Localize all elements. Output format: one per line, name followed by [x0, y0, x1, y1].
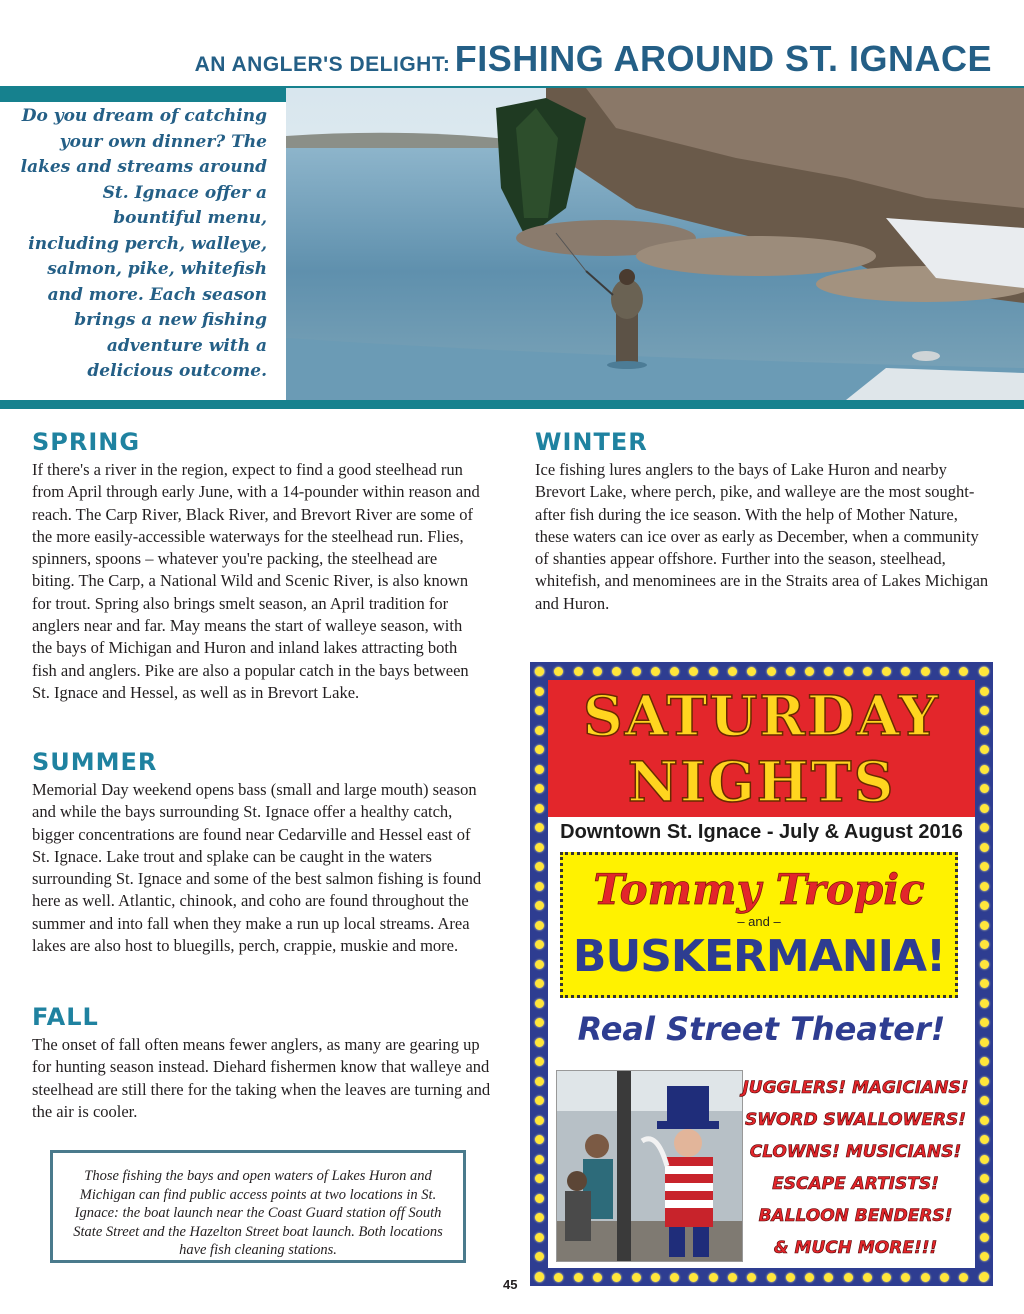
fall-heading: FALL: [32, 1003, 99, 1031]
winter-body: Ice fishing lures anglers to the bays of Lake Huron and nearby Brevort Lake, where perch, pike, and walleye are the most sought-after fish during the ice season. With the help of Mother Nature, these waters can ice over as early as December, when a community of shanties appear offshore. Further into the season, steelhead, whitefish, and menominees are in the Straits area of Lakes Michigan and Huron.: [535, 460, 989, 613]
fall-body: The onset of fall often means fewer anglers, as many are gearing up for hunting season instead. Diehard fishermen know that walleye and steelhead are still there for the taking when the leaves are turning and the air is cooler.: [32, 1035, 491, 1121]
marquee-lights-left: [530, 662, 548, 1286]
photo-divider: [0, 400, 1024, 409]
title-main: FISHING AROUND ST. IGNACE: [454, 38, 992, 79]
summer-body: Memorial Day weekend opens bass (small and large mouth) season and while the bays surrounding St. Ignace offer a healthy catch, bigger concentrations are found near Cedarville and Hessel east of St. Ignace. Lake trout and splake can be caught in the waters surrounding St. Ignace and some of the best salmon fishing is found here as well. Atlantic, chinook, and coho are found throughout the summer and into fall when they make a run up local streams. Area lakes are also host to bluegills, perch, crappie, muskie and more.: [32, 780, 482, 956]
ad-tagline: Real Street Theater!: [577, 1010, 946, 1048]
ad-headliner-box: [560, 852, 958, 998]
marquee-lights-bottom: [530, 1268, 993, 1286]
angler-river-photo: [286, 88, 1024, 400]
ad-and: – and –: [737, 914, 781, 929]
ad-act-line: & MUCH MORE!!!: [773, 1238, 938, 1258]
ad-title-block: [548, 680, 975, 817]
ad-title-line2: NIGHTS: [627, 749, 896, 814]
spring-heading: SPRING: [32, 428, 141, 456]
title-kicker: AN ANGLER'S DELIGHT:: [194, 53, 451, 76]
spring-body: If there's a river in the region, expect to find a good steelhead run from April through early June, with a 14-pounder within reason and reach. The Carp River, Black River, and Brevort River are some of the more easily-accessible waterways for the steelhead run. Flies, spinners, spoons – whatever you're packing, the steelhead are biting. The Carp, a National Wild and Scenic River, is also known for trout. Spring also brings smelt season, an April tradition for anglers near and far. May means the start of walleye season, with the bays of Michigan and Huron and inland lakes attracting both fish and anglers. Pike are also a popular catch in the bays between St. Ignace and Hessel, as well as in Brevort Lake.: [32, 460, 480, 702]
ad-subtitle: Downtown St. Ignace - July & August 2016: [560, 821, 963, 843]
intro-text: Do you dream of catching your own dinner? The lakes and streams around St. Ignace offer a bountiful menu, including perch, walleye, salmon, pike, whitefish and more. Each season brings a new fishing adventure with a delicious outcome.: [20, 106, 267, 381]
ad-act-buskermania: BUSKERMANIA!: [572, 931, 946, 982]
ad-act-line: CLOWNS! MUSICIANS!: [749, 1142, 962, 1162]
saturday-nights-ad: [530, 662, 993, 1286]
ad-panel: [548, 680, 975, 1268]
marquee-lights-top: [530, 662, 993, 680]
boat-launch-callout: Those fishing the bays and open waters of Lakes Huron and Michigan can find public access points at two locations in St. Ignace: the boat launch near the Coast Guard station off South State Street and the Hazelton Street boat launch. Both locations have fish cleaning stations.: [50, 1150, 466, 1263]
ad-act-line: ESCAPE ARTISTS!: [772, 1174, 939, 1194]
ad-act-line: JUGGLERS! MAGICIANS!: [742, 1078, 969, 1098]
street-performer-photo: [556, 1070, 743, 1262]
ad-act-line: SWORD SWALLOWERS!: [744, 1110, 967, 1130]
ad-acts-list: [733, 1072, 978, 1264]
ad-title-line1: SATURDAY: [583, 683, 940, 748]
ad-act-line: BALLOON BENDERS!: [758, 1206, 953, 1226]
page-number: 45: [503, 1277, 518, 1292]
page-title: [195, 38, 992, 80]
summer-heading: SUMMER: [32, 748, 158, 776]
ad-act-tommy-tropic: Tommy Tropic: [593, 865, 925, 914]
winter-heading: WINTER: [535, 428, 648, 456]
